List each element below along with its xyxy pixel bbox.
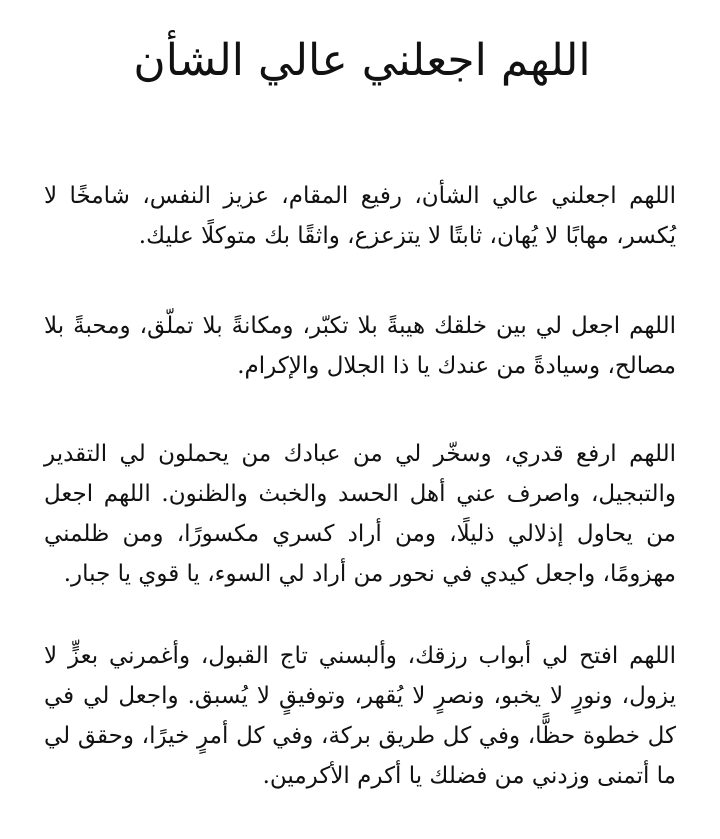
prayer-paragraph-2: اللهم اجعل لي بين خلقك هيبةً بلا تكبّر، ومكانةً بلا تملّق، ومحبةً بلا مصالح، وسيادةً من عندك يا ذا الجلال والإكرام. bbox=[44, 313, 676, 379]
page-title: اللهم اجعلني عالي الشأن bbox=[133, 35, 591, 86]
prayer-paragraph-3: اللهم ارفع قدري، وسخّر لي من عبادك من يحملون لي التقدير والتبجيل، واصرف عني أهل الحسد والخبث والظنون. اللهم اجعل من يحاول إذلالي ذليلًا، ومن أراد كسري مكسورًا، ومن ظلمني مهزومًا، واجعل كيدي في نحور من أراد لي السوء، يا قوي يا جبار. bbox=[44, 441, 676, 587]
prayer-paragraph-1: اللهم اجعلني عالي الشأن، رفيع المقام، عزيز النفس، شامخًا لا يُكسر، مهابًا لا يُهان، ثابتًا لا يتزعزع، واثقًا بك متوكلًا عليك. bbox=[44, 183, 676, 249]
prayer-paragraph-4: اللهم افتح لي أبواب رزقك، وألبسني تاج القبول، وأغمرني بعزٍّ لا يزول، ونورٍ لا يخبو، ونصرٍ لا يُقهر، وتوفيقٍ لا يُسبق. واجعل لي في كل خطوة حظًّا، وفي كل طريق بركة، وفي كل أمرٍ خيرًا، وحقق لي ما أتمنى وزدني من فضلك يا أكرم الأكرمين. bbox=[44, 643, 676, 789]
